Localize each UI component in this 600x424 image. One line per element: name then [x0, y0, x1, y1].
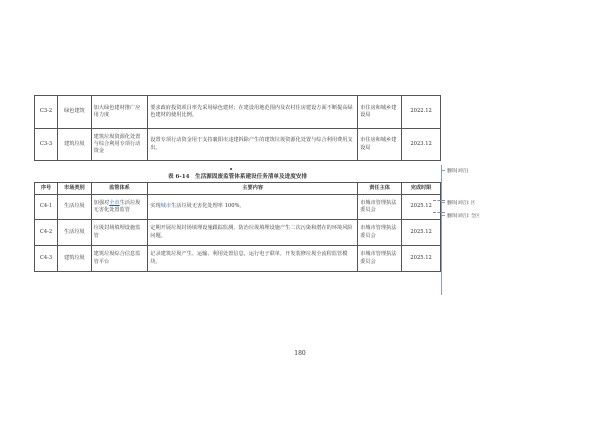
row-id: C4-2 — [35, 220, 58, 246]
row-owner: 市住房和城乡建设局 — [358, 129, 402, 161]
insertion-marker — [230, 168, 232, 170]
table-row — [35, 246, 441, 272]
page-number: 180 — [294, 350, 306, 357]
row-content — [148, 195, 358, 220]
header-content: 主要内容 — [148, 183, 358, 195]
tracked-change-link[interactable]: 全市 — [109, 199, 120, 206]
row-system: 加大绿色建材推广应用力度 — [91, 96, 148, 129]
row-system: 建筑垃圾资源化处置与综合利用专项行动资金 — [91, 129, 148, 161]
row-owner: 市城市管理执法委员会 — [358, 220, 402, 246]
content-text: 实现 — [150, 203, 161, 210]
row-owner: 市住房和城乡建设局 — [358, 96, 402, 129]
row-market: 建筑垃圾 — [58, 246, 92, 272]
table-caption: 表 6-14 生活源固废监管体系建设任务清单及进度安排 — [167, 174, 307, 180]
comment-tick — [441, 215, 445, 216]
header-market: 市场类别 — [58, 183, 92, 195]
row-id: C4-3 — [35, 246, 58, 272]
system-text: 加强对 — [93, 199, 110, 206]
comment-tick — [441, 202, 445, 203]
comment-connector — [433, 212, 445, 213]
table-row — [35, 195, 441, 220]
comment-tick — [441, 170, 445, 171]
row-system: 垃圾封场填埋设施监管 — [91, 220, 148, 246]
row-id: C3-3 — [35, 129, 58, 161]
row-market: 生活垃圾 — [58, 195, 92, 220]
header-system: 监管体系 — [91, 183, 148, 195]
row-deadline: 2023.12 — [402, 129, 441, 161]
comment-balloon[interactable]: 删除[刘启] — [447, 169, 468, 174]
content-text: 生活垃圾无害化处理率 100%。 — [171, 203, 245, 210]
row-market: 生活垃圾 — [58, 220, 92, 246]
row-content: 要求政府投资项目率先采用绿色建材；在建设用地范围内及农村住房建设方面不断提高绿色建材的使用比例。 — [148, 96, 358, 129]
row-system — [91, 195, 148, 220]
table-header-row — [35, 183, 441, 195]
comment-balloon[interactable]: 删除[刘启]: 全区 — [447, 214, 480, 219]
row-system: 建筑垃圾综合信息监管平台 — [91, 246, 148, 272]
row-id: C4-1 — [35, 195, 58, 220]
header-owner: 责任主体 — [358, 183, 402, 195]
comment-rail — [441, 165, 442, 295]
table-row — [35, 220, 441, 246]
row-id: C3-2 — [35, 96, 58, 129]
row-deadline: 2025.12 — [402, 220, 441, 246]
row-owner: 市城市管理执法委员会 — [358, 195, 402, 220]
table-row — [35, 129, 441, 161]
row-market: 绿色建筑 — [58, 96, 92, 129]
row-content: 定期开展垃圾封场填埋设施跟踪监测，防治垃圾填埋设施产生二次污染和潜在的环境风险问题。 — [148, 220, 358, 246]
row-content: 设置专项行动资金用于支持襄阳市违建拆除产生的建筑垃圾资源化处置与综合利用费用支出。 — [148, 129, 358, 161]
header-id: 序号 — [35, 183, 58, 195]
header-deadline: 完成时限 — [402, 183, 441, 195]
row-owner: 市城市管理执法委员会 — [358, 246, 402, 272]
row-deadline: 2022.12 — [402, 96, 441, 129]
comment-connector — [433, 200, 445, 201]
table-row — [35, 96, 441, 129]
system-text: 生活垃圾无害化处置监管 — [93, 199, 141, 213]
row-market: 建筑垃圾 — [58, 129, 92, 161]
task-table-c4 — [34, 182, 441, 272]
row-deadline: 2025.12 — [402, 246, 441, 272]
tracked-change-link[interactable]: 城市 — [160, 203, 172, 210]
row-deadline: 2025.12 — [402, 195, 441, 220]
task-table-c3 — [34, 95, 441, 161]
row-content: 记录建筑垃圾产生、运输、利用处置信息，运行电子联单，开发装修垃圾全流程监管模块。 — [148, 246, 358, 272]
comment-balloon[interactable]: 删除[刘启]: 区 — [447, 201, 476, 206]
